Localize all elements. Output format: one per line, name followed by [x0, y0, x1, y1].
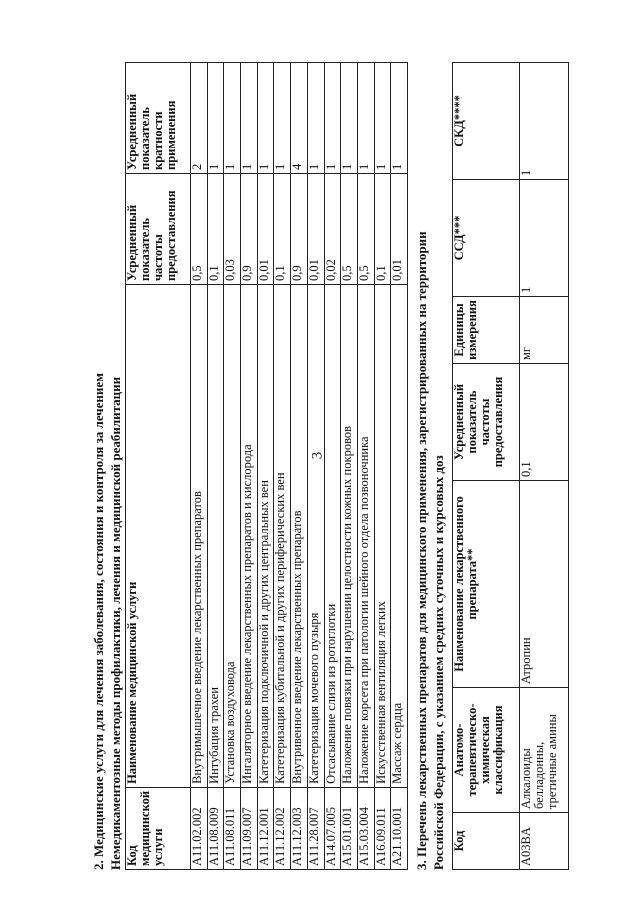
service-name: Наложение корсета при патологии шейного отдела позвоночника: [357, 285, 374, 788]
service-frequency: 0,1: [374, 174, 391, 285]
service-code: A14.07.005: [324, 787, 341, 869]
header-code: Код: [453, 813, 520, 870]
service-frequency: 0,5: [341, 174, 358, 285]
service-code: A11.08.009: [207, 787, 224, 869]
header-drug-name: Наименование лекарственного препарата**: [453, 481, 520, 688]
table-row: [207, 63, 224, 870]
table-row: [391, 63, 408, 870]
header-frequency: Усредненный показатель частоты предоставления: [453, 364, 520, 481]
medications-table: [452, 62, 569, 870]
service-frequency: 0,5: [357, 174, 374, 285]
drug-code: A03BA: [520, 813, 569, 870]
service-multiplicity: 1: [224, 63, 241, 174]
table-header-row: [126, 63, 191, 870]
table-row: [357, 63, 374, 870]
service-multiplicity: 1: [241, 63, 258, 174]
table-row: [307, 63, 324, 870]
service-frequency: 0,9: [291, 174, 308, 285]
table-row: [520, 63, 569, 870]
service-name: Наложение повязки при нарушении целостности кожных покровов: [341, 285, 358, 788]
header-skd: СКД****: [453, 63, 520, 180]
header-frequency: Усредненный показатель частоты предоставления: [126, 174, 191, 285]
service-code: A21.10.001: [391, 787, 408, 869]
service-frequency: 0,03: [224, 174, 241, 285]
service-name: Катетеризация мочевого пузыря: [307, 285, 324, 788]
service-code: A11.12.003: [291, 787, 308, 869]
rotated-document-content: [92, 50, 612, 870]
drug-atc: Алкалоиды белладонны, третичные амины: [520, 688, 569, 813]
service-multiplicity: 2: [191, 63, 208, 174]
service-code: A11.12.002: [274, 787, 291, 869]
drug-skd: 1: [520, 63, 569, 180]
service-code: A15.01.001: [341, 787, 358, 869]
header-service-name: Наименование медицинской услуги: [126, 285, 191, 788]
service-frequency: 0,9: [241, 174, 258, 285]
service-code: A11.09.007: [241, 787, 258, 869]
service-name: Внутривенное введение лекарственных препаратов: [291, 285, 308, 788]
service-code: A11.12.001: [257, 787, 274, 869]
service-frequency: 0,5: [191, 174, 208, 285]
header-code: Код медицинской услуги: [126, 787, 191, 869]
service-code: A11.28.007: [307, 787, 324, 869]
service-name: Искусственная вентиляция легких: [374, 285, 391, 788]
section-3-title: 3. Перечень лекарственных препаратов для медицинского применения, зарегистрированных на территории: [414, 231, 429, 870]
drug-ssd: 1: [520, 180, 569, 297]
service-multiplicity: 1: [357, 63, 374, 174]
service-name: Катетеризация подключичной и других центральных вен: [257, 285, 274, 788]
table-row: [191, 63, 208, 870]
page-number: 3: [309, 451, 326, 460]
service-frequency: 0,1: [207, 174, 224, 285]
service-name: Катетеризация кубитальной и других периферических вен: [274, 285, 291, 788]
table-row: [241, 63, 258, 870]
service-multiplicity: 1: [341, 63, 358, 174]
table-row: [274, 63, 291, 870]
section-3-subtitle: Российской Федерации, с указанием средних суточных и курсовых доз: [431, 455, 446, 870]
service-code: A15.03.004: [357, 787, 374, 869]
service-multiplicity: 1: [307, 63, 324, 174]
table-row: [291, 63, 308, 870]
service-code: A11.08.011: [224, 787, 241, 869]
header-ssd: ССД***: [453, 180, 520, 297]
service-multiplicity: 4: [291, 63, 308, 174]
service-frequency: 0,01: [391, 174, 408, 285]
drug-name: Атропин: [520, 481, 569, 688]
drug-unit: мг: [520, 297, 569, 364]
service-frequency: 0,1: [274, 174, 291, 285]
table-row: [224, 63, 241, 870]
service-name: Внутримышечное введение лекарственных препаратов: [191, 285, 208, 788]
drug-frequency: 0,1: [520, 364, 569, 481]
service-name: Интубация трахеи: [207, 285, 224, 788]
service-multiplicity: 1: [324, 63, 341, 174]
table-row: [324, 63, 341, 870]
service-name: Отсасывание слизи из ротоглотки: [324, 285, 341, 788]
header-multiplicity: Усредненный показатель кратности применения: [126, 63, 191, 174]
service-frequency: 0,01: [257, 174, 274, 285]
table-row: [374, 63, 391, 870]
service-code: A11.02.002: [191, 787, 208, 869]
service-multiplicity: 1: [257, 63, 274, 174]
service-name: Ингаляторное введение лекарственных препаратов и кислорода: [241, 285, 258, 788]
section-2-subtitle: Немедикаментозные методы профилактики, лечения и медицинской реабилитации: [108, 376, 123, 870]
service-multiplicity: 1: [207, 63, 224, 174]
service-frequency: 0,02: [324, 174, 341, 285]
service-code: A16.09.011: [374, 787, 391, 869]
header-atc: Анатомо-терапевтическо-химическая классификация: [453, 688, 520, 813]
section-2-title: 2. Медицинские услуги для лечения заболевания, состояния и контроля за лечением: [91, 372, 106, 870]
service-multiplicity: 1: [374, 63, 391, 174]
service-multiplicity: 1: [274, 63, 291, 174]
service-multiplicity: 1: [391, 63, 408, 174]
service-name: Установка воздуховода: [224, 285, 241, 788]
table-row: [257, 63, 274, 870]
medical-services-table: [125, 62, 408, 870]
table-row: [341, 63, 358, 870]
service-frequency: 0,01: [307, 174, 324, 285]
header-unit: Единицы измерения: [453, 297, 520, 364]
table-header-row: [453, 63, 520, 870]
service-name: Массаж сердца: [391, 285, 408, 788]
